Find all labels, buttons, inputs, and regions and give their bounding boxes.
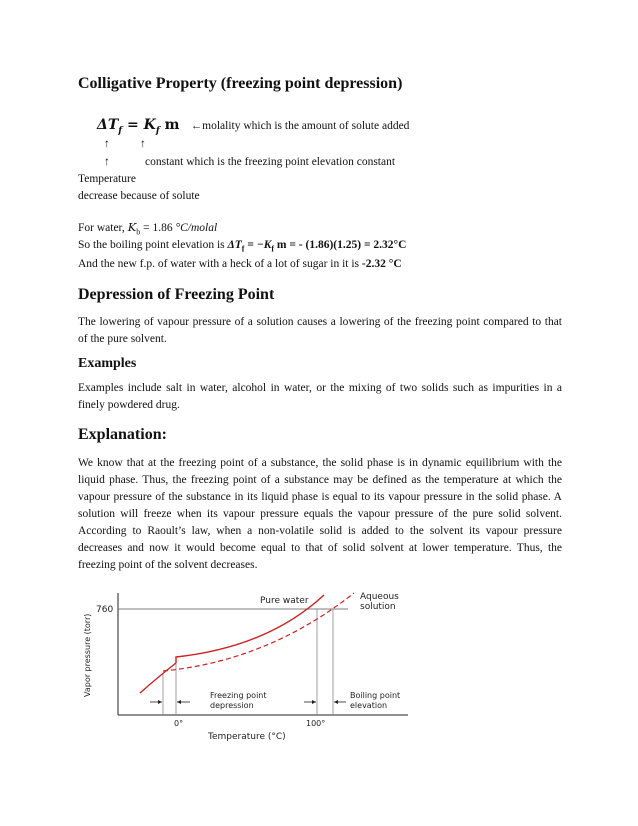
- freezing-label-1: Freezing point: [210, 691, 267, 700]
- molality-note: ←molality which is the amount of solute added: [190, 120, 410, 132]
- fp-arrowhead-right: [177, 700, 181, 704]
- boiling-label-2: elevation: [350, 701, 388, 710]
- page-title: Colligative Property (freezing point depression): [78, 75, 403, 92]
- depression-heading: Depression of Freezing Point: [78, 286, 275, 303]
- arrow-up-2: ↑: [140, 138, 146, 150]
- freezing-point-equation: [97, 117, 409, 136]
- equation-formula: $\Delta T_f = K_f$ m: [97, 117, 180, 136]
- arrow-up-1: ↑: [104, 138, 110, 150]
- bp-arrowhead-right: [334, 700, 338, 704]
- x-axis-label: Temperature (°C): [208, 732, 286, 742]
- y-tick-760: 760: [96, 605, 114, 615]
- bp-arrowhead-left: [312, 700, 316, 704]
- arrow-up-3: ↑: [104, 156, 110, 168]
- vapor-pressure-chart: [78, 585, 418, 745]
- x-tick-100: 100°: [306, 719, 326, 728]
- decrease-label: decrease because of solute: [78, 190, 200, 202]
- aqueous-label-2: solution: [360, 602, 396, 612]
- freezing-label-2: depression: [210, 701, 254, 710]
- water-constant-line: For water, $K_b = 1.86$ °C/molal: [78, 220, 218, 237]
- depression-paragraph: The lowering of vapour pressure of a solution causes a lowering of the freezing point compared to that of the pure solvent.: [78, 316, 562, 345]
- solid-phase-curve: [140, 663, 176, 693]
- y-axis-label: Vapor pressure (torr): [83, 613, 92, 697]
- constant-note: constant which is the freezing point elevation constant: [145, 156, 396, 168]
- pure-water-label: Pure water: [260, 596, 309, 606]
- explanation-paragraph: We know that at the freezing point of a substance, the solid phase is in dynamic equilibrium with the liquid phase. Thus, the freezing point of a substance may be defined as the temperature at which the vapour pressure of the substance in its liquid phase is equal to its vapour pressure in the solid phase. A solution will freeze when its vapour pressure equals the vapour pressure of the pure solid solvent. According to Raoult’s law, when a non-volatile solid is added to the solvent its vapour pressure decreases and now it would become equal to that of solid solvent at lower temperature. Thus, the freezing point of the solvent decreases.: [78, 457, 562, 571]
- fp-arrowhead-left: [158, 700, 162, 704]
- examples-paragraph: Examples include salt in water, alcohol in water, or the mixing of two solids such as impurities in a finely powdered drug.: [78, 382, 562, 411]
- new-freezing-point-line: And the new f.p. of water with a heck of a lot of sugar in it is -2.32 °C: [78, 258, 402, 270]
- explanation-heading: Explanation:: [78, 426, 167, 443]
- aqueous-label-1: Aqueous: [360, 592, 399, 602]
- x-tick-0: 0°: [174, 719, 184, 728]
- boiling-elevation-line: So the boiling point elevation is $\Delta T_f = -K_f$ m = - (1.86)(1.25) = 2.32°C: [78, 239, 407, 254]
- boiling-label-1: Boiling point: [350, 691, 401, 700]
- aqueous-solution-curve: [163, 593, 354, 671]
- examples-heading: Examples: [78, 356, 137, 371]
- temperature-label: Temperature: [78, 173, 136, 185]
